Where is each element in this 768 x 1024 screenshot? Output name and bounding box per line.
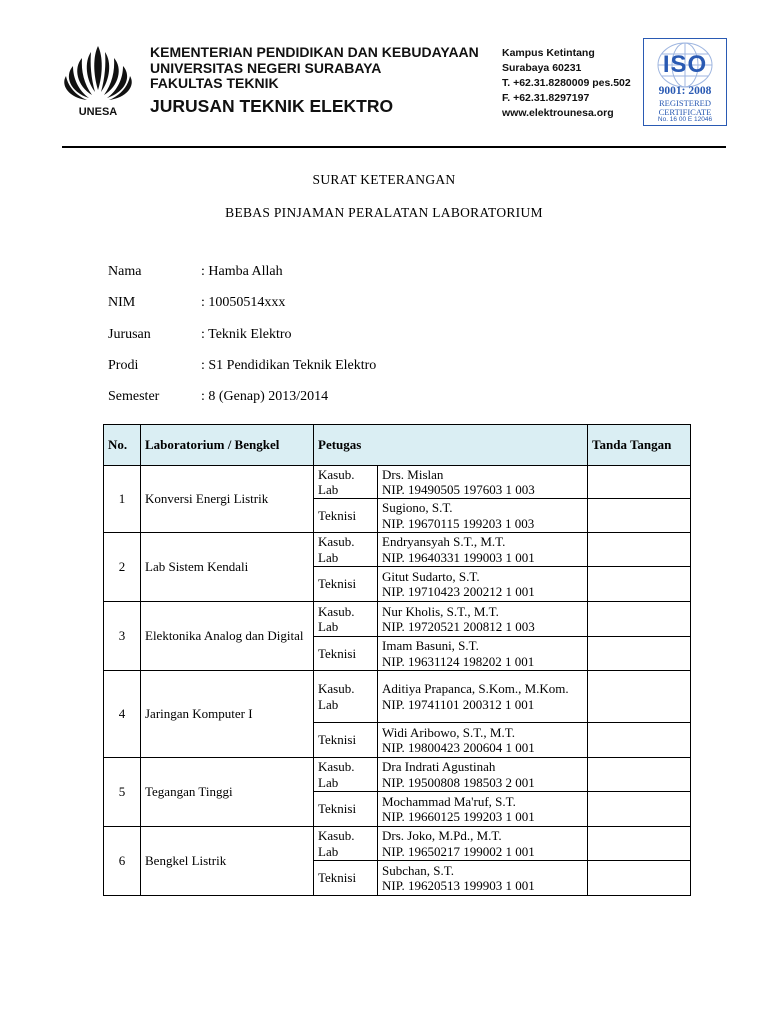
university-name: UNIVERSITAS NEGERI SURABAYA <box>150 59 382 76</box>
signature-cell[interactable] <box>588 602 691 637</box>
document-subtitle: BEBAS PINJAMAN PERALATAN LABORATORIUM <box>225 205 543 220</box>
teknisi-nip: NIP. 19660125 199203 1 001 <box>382 809 535 824</box>
field-value: : Hamba Allah <box>201 264 283 279</box>
row-number: 3 <box>104 602 141 671</box>
kasub-name: Nur Kholis, S.T., M.T. <box>382 603 499 619</box>
row-number: 2 <box>104 533 141 602</box>
teknisi-officer <box>378 637 588 671</box>
signature-cell[interactable] <box>588 758 691 792</box>
teknisi-nip: NIP. 19620513 199903 1 001 <box>382 878 535 893</box>
teknisi-officer <box>378 723 588 758</box>
iso-certificate: CERTIFICATE <box>658 107 712 117</box>
field-value: : 10050514xxx <box>201 295 286 311</box>
svg-text:UNESA: UNESA <box>78 106 118 118</box>
teknisi-name: Subchan, S.T. <box>382 862 454 878</box>
signature-cell[interactable] <box>588 466 691 499</box>
department-name: JURUSAN TEKNIK ELEKTRO <box>150 95 394 116</box>
lab-name: Konversi Energi Listrik <box>141 466 314 533</box>
lab-name: Bengkel Listrik <box>141 827 314 896</box>
signature-cell[interactable] <box>588 792 691 827</box>
iso-number: No. 16 00 E 12046 <box>657 116 713 123</box>
kasub-officer <box>378 533 588 567</box>
lab-name: Jaringan Komputer I <box>141 671 314 758</box>
field-value: : Teknik Elektro <box>201 326 292 342</box>
signature-cell[interactable] <box>588 567 691 602</box>
kasub-role: Kasub. Lab <box>314 671 378 723</box>
row-number: 1 <box>104 466 141 533</box>
field-label: Nama <box>108 264 142 279</box>
table-row <box>104 466 691 499</box>
kasub-role: Kasub. Lab <box>314 466 378 499</box>
teknisi-role: Teknisi <box>314 861 378 896</box>
header-officer: Petugas <box>314 425 588 466</box>
kasub-role: Kasub. Lab <box>314 602 378 637</box>
field-value: : 8 (Genap) 2013/2014 <box>201 389 329 405</box>
teknisi-role: Teknisi <box>314 567 378 602</box>
student-info <box>108 264 376 420</box>
table-row <box>104 758 691 792</box>
field-label: Semester <box>108 389 160 405</box>
kasub-officer <box>378 466 588 499</box>
website-link: www.elektrounesa.org <box>502 107 614 119</box>
field-label: NIM <box>108 295 136 311</box>
kasub-name: Drs. Joko, M.Pd., M.T. <box>382 828 502 843</box>
teknisi-role: Teknisi <box>314 723 378 758</box>
kasub-nip: NIP. 19650217 199002 1 001 <box>382 843 535 859</box>
teknisi-name: Widi Aribowo, S.T., M.T. <box>382 724 515 740</box>
teknisi-role: Teknisi <box>314 792 378 827</box>
kasub-nip: NIP. 19500808 198503 2 001 <box>382 774 535 790</box>
document-title: SURAT KETERANGAN <box>312 172 456 187</box>
row-number: 4 <box>104 671 141 758</box>
kasub-name: Dra Indrati Agustinah <box>382 759 496 774</box>
header-signature: Tanda Tangan <box>588 425 691 466</box>
field-label: Prodi <box>108 357 139 373</box>
campus-address: Kampus Ketintang <box>502 47 595 59</box>
field-value: : S1 Pendidikan Teknik Elektro <box>201 357 377 373</box>
field-nama <box>108 264 376 295</box>
teknisi-officer <box>378 861 588 896</box>
table-row <box>104 533 691 567</box>
teknisi-nip: NIP. 19631124 198202 1 001 <box>382 653 535 669</box>
kasub-nip: NIP. 19490505 197603 1 003 <box>382 482 535 497</box>
kasub-name: Aditiya Prapanca, S.Kom., M.Kom. <box>382 681 569 696</box>
teknisi-nip: NIP. 19800423 200604 1 001 <box>382 740 535 755</box>
kasub-nip: NIP. 19741101 200312 1 001 <box>382 696 535 712</box>
table-row <box>104 602 691 637</box>
table-body <box>104 466 691 896</box>
signature-cell[interactable] <box>588 637 691 671</box>
signature-cell[interactable] <box>588 533 691 567</box>
teknisi-role: Teknisi <box>314 499 378 533</box>
kasub-name: Endryansyah S.T., M.T. <box>382 534 506 549</box>
kasub-officer <box>378 827 588 861</box>
kasub-name: Drs. Mislan <box>382 466 444 482</box>
teknisi-name: Imam Basuni, S.T. <box>382 638 479 653</box>
signature-cell[interactable] <box>588 861 691 896</box>
field-jurusan <box>108 327 376 358</box>
signature-cell[interactable] <box>588 499 691 533</box>
teknisi-officer <box>378 792 588 827</box>
iso-standard: 9001: 2008 <box>658 85 712 97</box>
field-semester <box>108 389 376 420</box>
lab-name: Elektonika Analog dan Digital <box>141 602 314 671</box>
lab-name: Tegangan Tinggi <box>141 758 314 827</box>
field-nim <box>108 295 376 326</box>
phone-number: T. +62.31.8280009 pes.502 <box>502 77 631 89</box>
row-number: 6 <box>104 827 141 896</box>
teknisi-name: Mochammad Ma'ruf, S.T. <box>382 793 516 809</box>
kasub-role: Kasub. Lab <box>314 827 378 861</box>
kasub-officer <box>378 758 588 792</box>
teknisi-name: Gitut Sudarto, S.T. <box>382 568 480 584</box>
fax-number: F. +62.31.8297197 <box>502 92 590 104</box>
signature-cell[interactable] <box>588 827 691 861</box>
signature-cell[interactable] <box>588 671 691 723</box>
row-number: 5 <box>104 758 141 827</box>
kasub-nip: NIP. 19640331 199003 1 001 <box>382 549 535 565</box>
table-header-row <box>104 425 691 466</box>
field-prodi <box>108 358 376 389</box>
teknisi-name: Sugiono, S.T. <box>382 500 453 515</box>
table-row <box>104 827 691 861</box>
institution-block <box>150 45 479 117</box>
letterhead <box>0 0 768 150</box>
teknisi-officer <box>378 499 588 533</box>
kasub-officer <box>378 602 588 637</box>
signature-cell[interactable] <box>588 723 691 758</box>
header-no: No. <box>104 425 141 466</box>
iso-certificate-badge <box>643 38 727 126</box>
lab-clearance-table <box>103 424 691 896</box>
iso-label: ISO <box>662 51 708 78</box>
unesa-logo-icon <box>62 40 134 118</box>
teknisi-role: Teknisi <box>314 637 378 671</box>
teknisi-nip: NIP. 19710423 200212 1 001 <box>382 584 535 599</box>
city-address: Surabaya 60231 <box>502 62 582 74</box>
header-divider <box>62 146 726 148</box>
field-label: Jurusan <box>108 326 151 342</box>
table-row <box>104 671 691 723</box>
iso-registered: REGISTERED <box>659 98 711 108</box>
kasub-nip: NIP. 19720521 200812 1 003 <box>382 619 535 634</box>
kasub-role: Kasub. Lab <box>314 758 378 792</box>
contact-block <box>502 46 631 121</box>
faculty-name: FAKULTAS TEKNIK <box>150 75 279 91</box>
lab-name: Lab Sistem Kendali <box>141 533 314 602</box>
teknisi-nip: NIP. 19670115 199203 1 003 <box>382 515 535 531</box>
header-lab: Laboratorium / Bengkel <box>141 425 314 466</box>
kasub-officer <box>378 671 588 723</box>
ministry-name: KEMENTERIAN PENDIDIKAN DAN KEBUDAYAAN <box>150 44 479 60</box>
kasub-role: Kasub. Lab <box>314 533 378 567</box>
teknisi-officer <box>378 567 588 602</box>
